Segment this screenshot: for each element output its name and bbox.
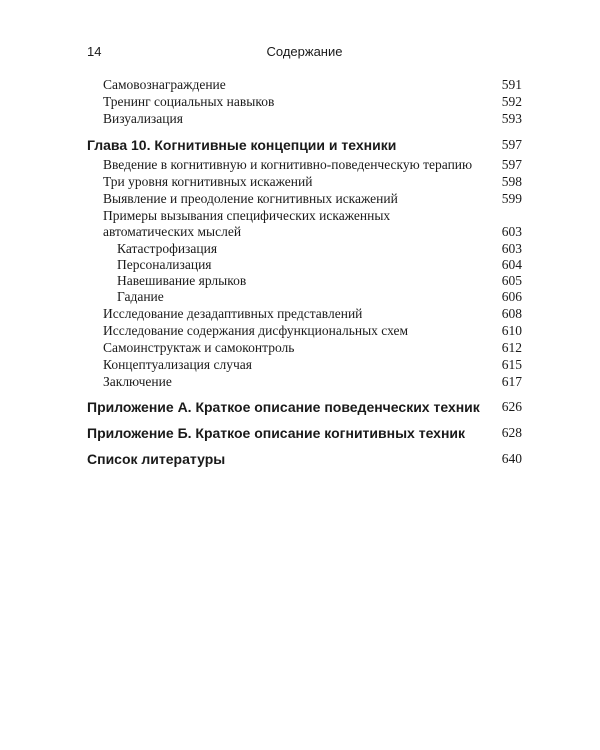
toc-entry-page: 610 [501, 323, 522, 338]
toc-entry-title: Концептуализация случая [103, 357, 252, 372]
toc-chapter-title: Глава 10. Когнитивные концепции и техники [87, 137, 397, 153]
toc-entry-page: 606 [501, 289, 522, 304]
toc-entry-page: 640 [501, 451, 522, 466]
toc-entry-title: Тренинг социальных навыков [103, 94, 275, 109]
toc-entry-title: Введение в когнитивную и когнитивно-поведенческую терапию [103, 157, 473, 172]
toc-entry-page: 591 [501, 77, 522, 92]
toc-entry-page: 608 [501, 306, 522, 321]
toc-entry-title: Исследование содержания дисфункциональных схем [103, 323, 409, 338]
toc-chapter-title: Приложение Б. Краткое описание когнитивных техник [87, 425, 466, 441]
toc-entry-page: 615 [501, 357, 522, 372]
toc-entry-title: Исследование дезадаптивных представлений [103, 306, 363, 321]
toc-entry-title: Три уровня когнитивных искажений [103, 174, 313, 189]
page-header [87, 44, 522, 64]
toc-entry-page: 592 [501, 94, 522, 109]
toc-entry-page: 597 [501, 137, 522, 152]
toc-entry-title: Визуализация [103, 111, 183, 126]
toc-entry-page: 626 [501, 399, 522, 414]
toc-entry-title: Персонализация [117, 257, 212, 272]
toc-entry-title: Навешивание ярлыков [117, 273, 247, 288]
toc-entry-page: 598 [501, 174, 522, 189]
toc-chapter-title: Приложение А. Краткое описание поведенческих техник [87, 399, 480, 415]
page-number: 14 [87, 44, 102, 59]
toc-entry-page: 593 [501, 111, 522, 126]
toc-chapter-title: Список литературы [87, 451, 226, 467]
toc-entry-title: Заключение [103, 374, 172, 389]
toc-entry-title: Примеры вызывания специфических искаженных автоматических мыслей [103, 208, 391, 239]
toc-entry-title: Выявление и преодоление когнитивных искажений [103, 191, 398, 206]
toc-entry-title: Самоинструктаж и самоконтроль [103, 340, 295, 355]
running-title: Содержание [266, 44, 343, 59]
toc-entry-page: 612 [501, 340, 522, 355]
toc-entry-page: 617 [501, 374, 522, 389]
toc-entry-page: 599 [501, 191, 522, 206]
toc-entry-title: Гадание [117, 289, 164, 304]
toc-entry-title: Катастрофизация [117, 241, 218, 256]
toc-entry-page: 628 [501, 425, 522, 440]
toc-entry-page: 604 [501, 257, 522, 272]
toc-entry-page: 603 [501, 241, 522, 256]
toc-entry-page: 603 [501, 224, 522, 239]
toc-entry-page: 605 [501, 273, 522, 288]
toc-entry-page: 597 [501, 157, 522, 172]
toc-entry-title: Самовознаграждение [103, 77, 226, 92]
